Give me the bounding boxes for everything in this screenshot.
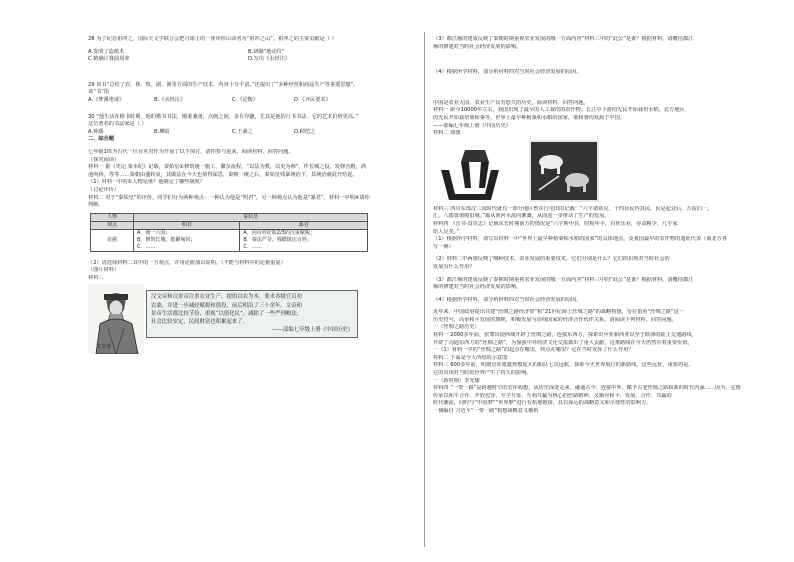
q28-options-row2 <box>88 56 378 64</box>
silk-intro-3: 一（丝绸之路历史） <box>433 324 480 331</box>
material-3-label: 材料三 <box>88 274 104 281</box>
q30-option-a[interactable]: A.钟繇 <box>88 128 104 135</box>
agri-m4-line-1: 材料四 《晋书·食货志》记载东晋时期南方的情况是“六字斯中县，时相年丰，百姓乐业，谷食粮少，几乎家 <box>433 220 678 227</box>
evaluation-table <box>90 213 368 252</box>
question-2-sub: （图片材料） <box>88 267 120 274</box>
q29-option-b[interactable]: B.《水经注》 <box>154 96 186 103</box>
agri-q1-line-1: （1）根据所学材料，请写出材料一中“世界上最早种植粟和水稻的国家”的具体地点，及我国最早的农作物的遗址代表（南北方各 <box>433 236 727 243</box>
silk-m3-line-1: 材料三 600多年前，明朝皇帝派遣规模庞大的船队七次远航，探索今天世界航行的新路线，这些远征，重要的是， <box>433 362 694 369</box>
silk-m1-line-1: 材料一 2000多年前，张骞出使西域开辟了丝绸之路，连接东西方，探索出中亚和西亚以至于欧洲的陆上交通路线， <box>433 332 697 339</box>
bad-item: C．…… <box>243 243 262 250</box>
quote-line: 社会比较安定，民间财富也积累起来了。 <box>151 319 249 326</box>
table-head-people: 人物 <box>91 213 134 221</box>
question-29 <box>88 82 378 105</box>
table-bad-cell <box>240 229 368 251</box>
good-item: A．统一六国； <box>137 229 171 236</box>
agri-q3-line-2: 堰的修建对当时社会经济发展的影响。 <box>433 284 522 291</box>
r-q3-line-1: （3）都江堰的建成反映了秦朝时期重视农业发展的哪一方面内容“材料三中的“此公”是谁？根据材料，请概括都江 <box>433 36 694 42</box>
agri-q2-line-2: 发展有什么作用？ <box>433 263 475 270</box>
agri-q3-line-1: （3）都江堰的建成反映了秦朝时期重视农业发展的哪一方面内容“材料三中的“此公”是谁？根据材料，请概括都江 <box>433 276 694 283</box>
quote-line: 汉文帝和汉景帝注重农业生产，提倡以农为本，要求各级官员劝 <box>151 294 302 301</box>
q28-option-a[interactable]: A.发明了造纸术 <box>88 48 125 55</box>
agri-q2-line-1: （2）材料二中两图反映了哪种技术，农业发展的重要技术，它们分别是什么？它们的出现对当时社会的 <box>433 256 670 263</box>
table-col-bad: 暴君 <box>240 221 368 229</box>
silk-m4-source: 一摘编自 习近平“一带一路”构想战略意义解析 <box>433 408 539 414</box>
r-q3-line-2: 堰的修建对当时社会经济发展的影响。 <box>433 43 522 50</box>
q28-stem: 28 为了纪念祖冲之，国际天文学联合会把月球上的一座环形山命名为“祖冲之山”。祖冲之的主要贡献是（ ） <box>88 36 337 42</box>
quote-line: 景帝生活都比较节俭，重视“以德化民”，减除了一些严刑峻法， <box>151 310 303 317</box>
q29-options <box>88 97 378 105</box>
q29-option-d[interactable]: D.《齐民要术》 <box>294 96 331 103</box>
agri-m1-line-2: 的先民开始栽培粟和黍等，世界上最早种植粟和水稻的国家，粟和黍均发源于中国。 <box>433 114 625 121</box>
table-col-good: 明君 <box>134 221 240 229</box>
intro-question-1: （1）材料一中的①人物是谁？他制定了哪些制度？ <box>88 179 205 186</box>
silk-intro-1: 近年来，中国政府提出共建“丝绸之路经济带”和“21世纪海上丝绸之路”的战略构想，旨在借用“丝绸之路”这一 <box>433 309 684 316</box>
silk-m2: 材料二 下面是今人所绘的示意图 <box>433 354 508 361</box>
agri-q1-line-2: 写一例） <box>433 243 454 250</box>
q28-option-c[interactable]: C.精确计算圆周率 <box>88 56 130 63</box>
agri-q4: （4）根据所学材料，请分析材料四对当时社会经济发展的原因。 <box>433 296 582 303</box>
bad-item: B．秦法严苛，残酷镇压百姓； <box>243 236 312 243</box>
table-head-name: 秦始皇 <box>134 213 368 221</box>
q30-options <box>88 129 378 137</box>
good-item: C．…… <box>137 243 156 250</box>
table-row-label: 论据 <box>91 229 134 251</box>
agri-m3-line-2: 汇，八郡置诸殿旧城。”都从黄河水流向灌溉，从而进一步推动了生产的发展。 <box>433 213 610 220</box>
q29-stem: 29 该书“总结了农、林、牧、副、渔等方面的生产技术，内容十分丰富。”还提出了“多种经营和商品生产等重要思想”。该“书”指 <box>88 81 359 96</box>
plow-tool-image <box>435 140 525 202</box>
left-column <box>88 36 378 354</box>
agri-m2-label: 材料二 如图 <box>433 130 461 137</box>
material-1: 材料一 据《史记·秦本纪》记载，秦始皇①修筑统一施工，繁杂流程，“以法为教，以吏为师”，作长城之役，发修宫殿，酒池肉林，等等……秦朝由盛转衰，其做法在今天也值得深思，秦朝一统之后，秦始皇残暴统治下，其统治就此开结起。 <box>88 164 366 178</box>
silk-m3-line-2: 它的出现对当时的世界产生了持久的影响。 <box>433 370 532 377</box>
question-2: （2）请选择材料二其中的一方观点，并用论据加以说明。（不能与材料中的论据重复） <box>88 259 286 266</box>
agri-m4-line-2: 给人足矣。” <box>433 228 460 235</box>
q30-option-d[interactable]: D.顾恺之 <box>294 128 316 135</box>
silk-q1: 一（1）材料一中的“丝绸之路”的起点在哪里，终点在哪里？它在当时发挥了什么作用？ <box>433 347 634 354</box>
silk-m4-line-2: 传承以和平合作、开放包容、互学互鉴、互利共赢为核心的丝路精神，又顺应和平、发展、合作、共赢的 <box>433 392 672 399</box>
silk-m4-line-1: 材料四 “一带一路”是跨越时空的宏伟构想，从历史深处走来，融通古今、连接中外，赋予古老丝绸之路崭新的时代内涵……因为，它既 <box>433 385 741 392</box>
q29-option-c[interactable]: C.《论衡》 <box>232 96 259 103</box>
silk-intro-2: 历史符号，高举和平发展的旗帜，积极发展与沿线国家的经济合作伙伴关系。请阅读下列材料，回答问题。 <box>433 316 677 323</box>
silk-m4-line-3: 时代潮流，同时与“中国梦”“世界梦”进行有机地链接，具有深远的战略意义和全球性的影响力。 <box>433 400 652 407</box>
agri-m3-line-1: 材料三 四川东部汉三国时代就有一部分地区曾实行屯田的记载：“六字诸葛亮，十四县民咨其民，民是起众后，万流归一。 <box>433 205 713 212</box>
material-2: 材料二 对于“秦始皇”的评价，同学们分为两种观点：一种认为他是“明君”，另一种观点认为他是“暴君”。材料一中明④请你判断。 <box>88 194 370 209</box>
silk-m1-line-2: 开辟了沟通东西方的“丝绸之路”，为加强中外经济文化交流做出了重大贡献。这条路线在今天仍然有着重要价值， <box>433 339 693 346</box>
q30-option-c[interactable]: C.王羲之 <box>232 128 253 135</box>
table-col-view: 观点 <box>91 221 134 229</box>
q29-option-a[interactable]: A.《梦溪笔谈》 <box>88 96 125 103</box>
silk-newera: 一（新时期）李光耀 <box>433 377 480 384</box>
q28-options-row1 <box>88 49 378 57</box>
q30-stem: 30 “他生活在楷书时期，他的楷书书法，刚柔兼备，点画之间，多有异趣，尤其是他的行书书法，它的艺术价值更高。” <box>88 113 359 120</box>
r-q4: （4）根据所学材料，请分析材料四对当时社会经济发展的原因。 <box>433 69 582 76</box>
agri-intro: 中国是农业大国，农业生产具有悠久的历史。阅读材料，回答问题。 <box>433 99 589 106</box>
q28-option-d[interactable]: D.写出《水经注》 <box>248 56 290 63</box>
agri-m1-source: ——部编七年级上册《中国历史》 <box>433 122 511 129</box>
material-3-quote <box>146 290 358 338</box>
intro-block <box>88 149 378 210</box>
q30-stem-2: 这位著名的书法家是（ ） <box>88 121 147 128</box>
question-28 <box>88 36 378 64</box>
q30-option-b[interactable]: B.柳昭 <box>154 128 170 135</box>
intro-line-2: （探究阅读） <box>88 156 120 163</box>
q28-option-b[interactable]: B.研制“地动仪” <box>248 48 285 55</box>
question-30 <box>88 114 378 137</box>
section-heading: 二、综合题 <box>88 136 114 143</box>
ox-plowing-image <box>529 140 599 202</box>
quote-source: ——部编七年级上册《中国历史》 <box>272 327 353 334</box>
quote-line: 农桑，并进一步减轻赋税和徭役，前后相沿了三十余年。文帝和 <box>151 302 302 309</box>
portrait-caption: 汉文帝 <box>96 344 112 351</box>
bad-item: A．向百姓征收2/3的沉重赋税； <box>243 229 315 236</box>
right-column <box>433 36 763 416</box>
intro-line-1: 七年级1班为古代一位有名君作为开展了以下探讨，请你参与进来，阅读材料，回答问题。 <box>88 148 294 155</box>
material-3-figure <box>88 284 364 354</box>
material-2-images <box>435 140 635 204</box>
intro-line-5: （讨论评价） <box>88 186 120 193</box>
column-divider <box>424 32 425 547</box>
table-good-cell <box>134 229 240 251</box>
agri-m1-line-1: 材料一 距今10000年左右，我国出现了最早的人工栽培的农作物。长江中下游的先民开始栽培水稻，北方地区 <box>433 107 685 114</box>
good-item: B．修筑长城，抵御匈奴； <box>137 236 196 243</box>
